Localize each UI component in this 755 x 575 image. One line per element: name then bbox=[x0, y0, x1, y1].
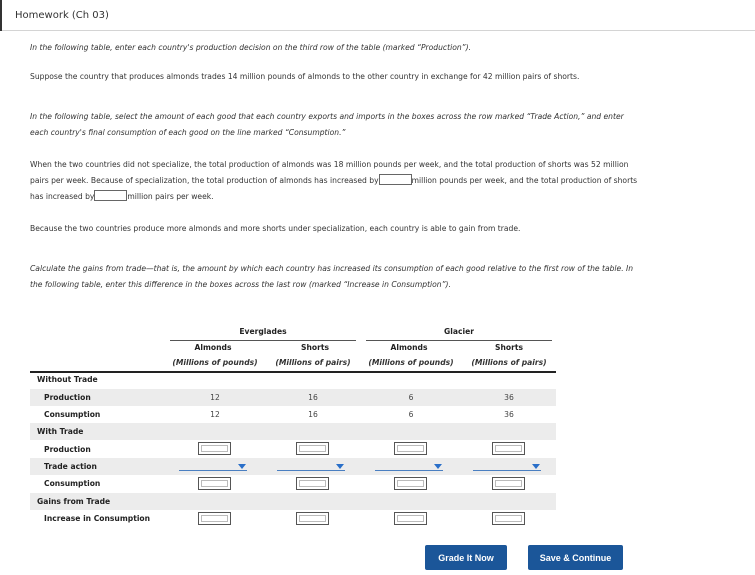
spec-text-3: million pairs per week. bbox=[127, 192, 214, 201]
left-edge bbox=[0, 0, 2, 31]
row-label-trade-action: Trade action bbox=[44, 462, 97, 471]
header-divider bbox=[30, 371, 556, 373]
dropdown-trade-glacier-shorts[interactable] bbox=[473, 461, 541, 471]
input-increase-everglades-almonds[interactable] bbox=[198, 512, 231, 525]
homework-title: Homework (Ch 03) bbox=[15, 10, 109, 21]
spec-text-1: When the two countries did not specialize, the total production of almonds was 18 million pounds per week, and the total production of shorts was 52 million pairs per week. Because of specialization, the total production of almonds has increased by bbox=[30, 160, 629, 185]
unit-everglades-shorts: (Millions of pairs) bbox=[275, 358, 351, 367]
country-header-everglades: Everglades bbox=[239, 327, 287, 336]
input-production-glacier-almonds[interactable] bbox=[394, 442, 427, 455]
good-header-glacier-almonds: Almonds bbox=[390, 343, 428, 352]
dropdown-trade-everglades-almonds[interactable] bbox=[179, 461, 247, 471]
row-label-production: Production bbox=[44, 393, 91, 402]
unit-glacier-almonds: (Millions of pounds) bbox=[368, 358, 454, 367]
production-glacier-shorts: 36 bbox=[504, 393, 514, 402]
top-bar bbox=[0, 0, 755, 31]
production-everglades-shorts: 16 bbox=[308, 393, 318, 402]
input-consumption-glacier-almonds[interactable] bbox=[394, 477, 427, 490]
good-header-glacier-shorts: Shorts bbox=[495, 343, 523, 352]
country-header-glacier: Glacier bbox=[444, 327, 474, 336]
consumption-glacier-almonds: 6 bbox=[408, 410, 414, 419]
input-consumption-glacier-shorts[interactable] bbox=[492, 477, 525, 490]
instruction-gains: Calculate the gains from trade—that is, the amount by which each country has increased its consumption of each good relative to the first row of the table. In the following table, enter this difference in the boxes across the last row (marked “Increase in Consumption”). bbox=[30, 264, 634, 289]
chevron-down-icon bbox=[532, 464, 540, 469]
gain-statement: Because the two countries produce more almonds and more shorts under specialization, each country is able to gain from trade. bbox=[30, 224, 521, 233]
instruction-production: In the following table, enter each country's production decision on the third row of the table (marked “Production”). bbox=[30, 43, 471, 52]
row-label-increase: Increase in Consumption bbox=[44, 514, 151, 523]
shorts-increase-input[interactable] bbox=[94, 190, 127, 201]
spec-text-2: million pounds per week, and the total production of shorts has increased by bbox=[30, 176, 638, 201]
input-production-everglades-almonds[interactable] bbox=[198, 442, 231, 455]
dropdown-trade-everglades-shorts[interactable] bbox=[277, 461, 345, 471]
input-production-glacier-shorts[interactable] bbox=[492, 442, 525, 455]
section-gains: Gains from Trade bbox=[37, 497, 111, 506]
production-everglades-almonds: 12 bbox=[210, 393, 220, 402]
row-label-consumption-trade: Consumption bbox=[44, 479, 101, 488]
input-increase-glacier-almonds[interactable] bbox=[394, 512, 427, 525]
grade-it-now-button[interactable]: Grade It Now bbox=[425, 545, 507, 570]
everglades-underline bbox=[170, 340, 356, 341]
unit-glacier-shorts: (Millions of pairs) bbox=[471, 358, 547, 367]
chevron-down-icon bbox=[336, 464, 344, 469]
save-continue-button[interactable]: Save & Continue bbox=[528, 545, 623, 570]
band-with-trade bbox=[30, 423, 556, 440]
row-label-production-trade: Production bbox=[44, 445, 91, 454]
chevron-down-icon bbox=[238, 464, 246, 469]
chevron-down-icon bbox=[434, 464, 442, 469]
row-label-consumption: Consumption bbox=[44, 410, 101, 419]
consumption-everglades-almonds: 12 bbox=[210, 410, 220, 419]
input-increase-everglades-shorts[interactable] bbox=[296, 512, 329, 525]
input-increase-glacier-shorts[interactable] bbox=[492, 512, 525, 525]
input-production-everglades-shorts[interactable] bbox=[296, 442, 329, 455]
unit-everglades-almonds: (Millions of pounds) bbox=[172, 358, 258, 367]
input-consumption-everglades-shorts[interactable] bbox=[296, 477, 329, 490]
consumption-glacier-shorts: 36 bbox=[504, 410, 514, 419]
section-with-trade: With Trade bbox=[37, 427, 84, 436]
input-consumption-everglades-almonds[interactable] bbox=[198, 477, 231, 490]
good-header-everglades-almonds: Almonds bbox=[194, 343, 232, 352]
trade-table bbox=[30, 325, 556, 531]
good-header-everglades-shorts: Shorts bbox=[301, 343, 329, 352]
trade-description: Suppose the country that produces almonds trades 14 million pounds of almonds to the other country in exchange for 42 million pairs of shorts. bbox=[30, 72, 580, 81]
section-without-trade: Without Trade bbox=[37, 375, 98, 384]
almonds-increase-input[interactable] bbox=[379, 174, 412, 185]
consumption-everglades-shorts: 16 bbox=[308, 410, 318, 419]
specialization-paragraph bbox=[30, 157, 640, 205]
dropdown-trade-glacier-almonds[interactable] bbox=[375, 461, 443, 471]
instruction-trade-action: In the following table, select the amount of each good that each country exports and imports in the boxes across the row marked “Trade Action,” and enter each country's final consumption of each good on the line marked “Consumption.” bbox=[30, 112, 624, 137]
glacier-underline bbox=[366, 340, 552, 341]
production-glacier-almonds: 6 bbox=[408, 393, 414, 402]
